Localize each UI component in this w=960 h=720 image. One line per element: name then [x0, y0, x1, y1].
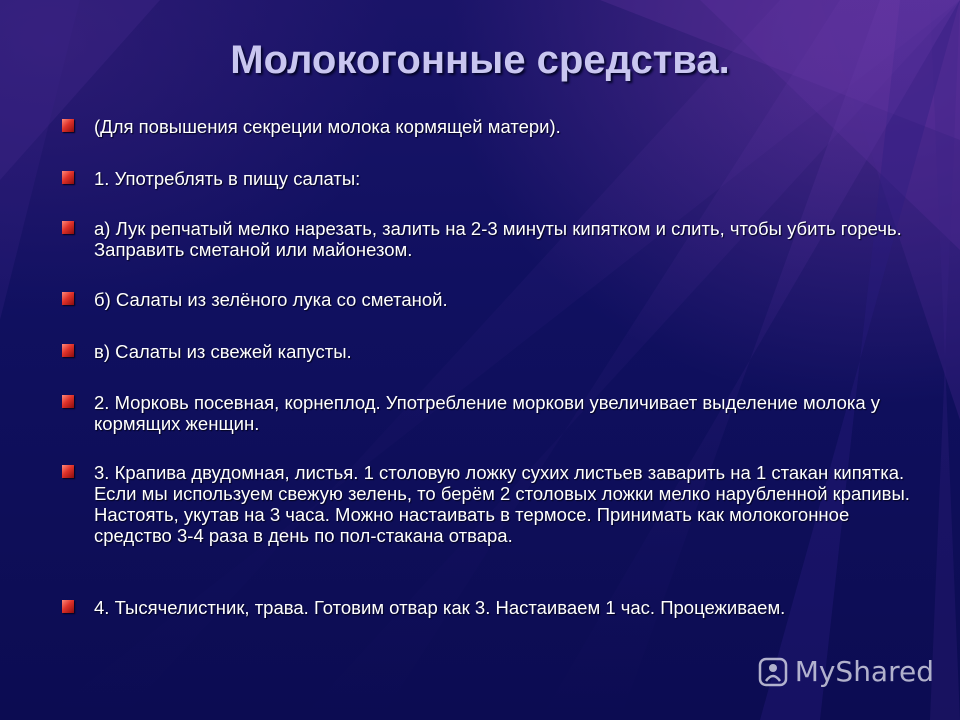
bullet-item: [62, 341, 912, 362]
bullet-text: б) Салаты из зелёного лука со сметаной.: [94, 289, 448, 310]
bullet-text: 3. Крапива двудомная, листья. 1 столовую ложку сухих листьев заварить на 1 стакан кипятка. Если мы используем свежую зелень, то берём 2 столовых ложки мелко нарубленной крапивы. Настоять, укутав на 3 часа. Можно настаивать в термосе. Принимать как молокогонное средство 3-4 раза в день по пол-стакана отвара.: [94, 462, 910, 546]
bullet-item: [62, 289, 912, 310]
myshared-logo-icon: [757, 656, 789, 688]
red-square-bullet-icon: [62, 171, 74, 184]
red-square-bullet-icon: [62, 344, 74, 357]
bullet-item: [62, 392, 912, 434]
red-square-bullet-icon: [62, 465, 74, 478]
bullet-text: 1. Употреблять в пищу салаты:: [94, 168, 361, 189]
watermark-text: MyShared: [794, 655, 934, 688]
red-square-bullet-icon: [62, 292, 74, 305]
watermark-logo: [757, 655, 934, 688]
bullet-text: а) Лук репчатый мелко нарезать, залить на 2-3 минуты кипятком и слить, чтобы убить горечь. Заправить сметаной или майонезом.: [94, 218, 902, 260]
red-square-bullet-icon: [62, 395, 74, 408]
bullet-item: [62, 218, 912, 260]
bullet-item: [62, 462, 912, 546]
bullet-item: [62, 597, 912, 618]
bullet-text: 4. Тысячелистник, трава. Готовим отвар как 3. Настаиваем 1 час. Процеживаем.: [94, 597, 786, 618]
slide-title: Молокогонные средства.: [230, 38, 730, 82]
red-square-bullet-icon: [62, 119, 74, 132]
bullet-text: в) Салаты из свежей капусты.: [94, 341, 352, 362]
bullet-text: 2. Морковь посевная, корнеплод. Употребление моркови увеличивает выделение молока у кормящих женщин.: [94, 392, 881, 434]
red-square-bullet-icon: [62, 600, 74, 613]
red-square-bullet-icon: [62, 221, 74, 234]
bullet-item: [62, 168, 912, 189]
bullet-text: (Для повышения секреции молока кормящей матери).: [94, 116, 561, 137]
bullet-item: [62, 116, 912, 137]
